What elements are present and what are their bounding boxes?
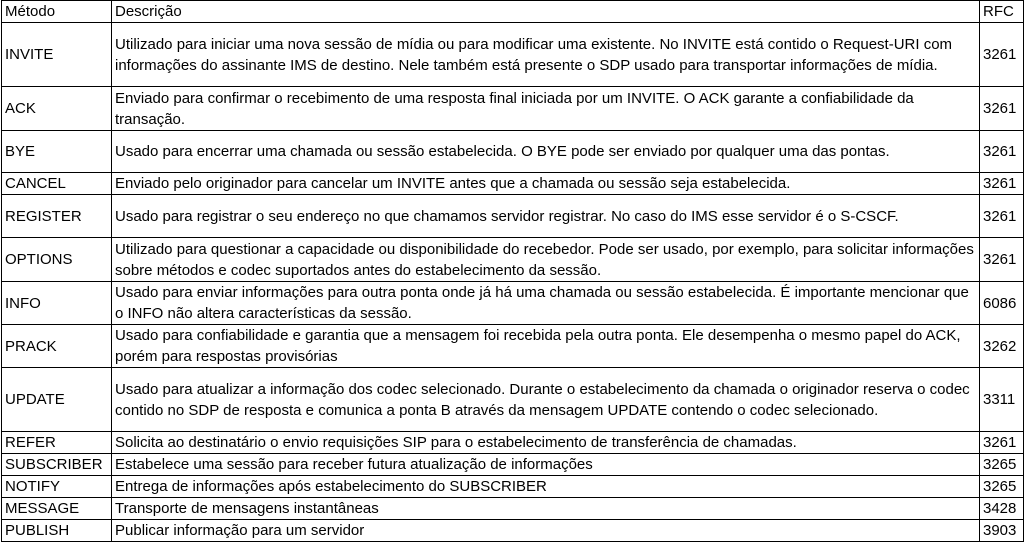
table-header-row xyxy=(2,1,1024,23)
description-cell: Usado para atualizar a informação dos codec selecionado. Durante o estabelecimento da chamada o originador reserva o codec contido no SDP de resposta e comunica a ponta B através da mensagem UPDATE contendo o codec selecionado. xyxy=(112,368,980,432)
table-row xyxy=(2,368,1024,432)
method-cell: REFER xyxy=(2,432,112,454)
method-cell: SUBSCRIBER xyxy=(2,454,112,476)
rfc-cell: 3261 xyxy=(980,173,1024,195)
description-cell: Enviado para confirmar o recebimento de uma resposta final iniciada por um INVITE. O ACK garante a confiabilidade da transação. xyxy=(112,87,980,131)
rfc-cell: 3261 xyxy=(980,432,1024,454)
method-cell: PRACK xyxy=(2,325,112,368)
table-row xyxy=(2,23,1024,87)
table-row xyxy=(2,131,1024,173)
rfc-cell: 6086 xyxy=(980,282,1024,325)
rfc-cell: 3428 xyxy=(980,498,1024,520)
header-method: Método xyxy=(2,1,112,23)
description-cell: Enviado pelo originador para cancelar um INVITE antes que a chamada ou sessão seja estabelecida. xyxy=(112,173,980,195)
rfc-cell: 3311 xyxy=(980,368,1024,432)
header-description: Descrição xyxy=(112,1,980,23)
rfc-cell: 3261 xyxy=(980,195,1024,238)
description-cell: Utilizado para iniciar uma nova sessão de mídia ou para modificar uma existente. No INVITE está contido o Request-URI com informações do assinante IMS de destino. Nele também está presente o SDP usado para transportar informações de mídia. xyxy=(112,23,980,87)
sip-methods-table xyxy=(1,0,1024,542)
table-row xyxy=(2,520,1024,542)
table-row xyxy=(2,238,1024,282)
table-row xyxy=(2,432,1024,454)
description-cell: Transporte de mensagens instantâneas xyxy=(112,498,980,520)
method-cell: UPDATE xyxy=(2,368,112,432)
header-rfc: RFC xyxy=(980,1,1024,23)
method-cell: INFO xyxy=(2,282,112,325)
description-cell: Usado para enviar informações para outra ponta onde já há uma chamada ou sessão estabelecida. É importante mencionar que o INFO não altera características da sessão. xyxy=(112,282,980,325)
description-cell: Estabelece uma sessão para receber futura atualização de informações xyxy=(112,454,980,476)
method-cell: REGISTER xyxy=(2,195,112,238)
table-row xyxy=(2,173,1024,195)
table-row xyxy=(2,325,1024,368)
rfc-cell: 3261 xyxy=(980,238,1024,282)
method-cell: OPTIONS xyxy=(2,238,112,282)
table-row xyxy=(2,195,1024,238)
rfc-cell: 3261 xyxy=(980,131,1024,173)
table-row xyxy=(2,282,1024,325)
rfc-cell: 3262 xyxy=(980,325,1024,368)
description-cell: Usado para confiabilidade e garantia que a mensagem foi recebida pela outra ponta. Ele desempenha o mesmo papel do ACK, porém para respostas provisórias xyxy=(112,325,980,368)
method-cell: PUBLISH xyxy=(2,520,112,542)
description-cell: Solicita ao destinatário o envio requisições SIP para o estabelecimento de transferência de chamadas. xyxy=(112,432,980,454)
method-cell: BYE xyxy=(2,131,112,173)
description-cell: Usado para registrar o seu endereço no que chamamos servidor registrar. No caso do IMS esse servidor é o S-CSCF. xyxy=(112,195,980,238)
rfc-cell: 3265 xyxy=(980,454,1024,476)
description-cell: Publicar informação para um servidor xyxy=(112,520,980,542)
table-row xyxy=(2,476,1024,498)
table-row xyxy=(2,498,1024,520)
rfc-cell: 3261 xyxy=(980,87,1024,131)
method-cell: CANCEL xyxy=(2,173,112,195)
description-cell: Usado para encerrar uma chamada ou sessão estabelecida. O BYE pode ser enviado por qualquer uma das pontas. xyxy=(112,131,980,173)
table-row xyxy=(2,454,1024,476)
rfc-cell: 3261 xyxy=(980,23,1024,87)
rfc-cell: 3265 xyxy=(980,476,1024,498)
method-cell: ACK xyxy=(2,87,112,131)
method-cell: MESSAGE xyxy=(2,498,112,520)
description-cell: Utilizado para questionar a capacidade ou disponibilidade do recebedor. Pode ser usado, por exemplo, para solicitar informações sobre métodos e codec suportados antes do estabelecimento da sessão. xyxy=(112,238,980,282)
method-cell: NOTIFY xyxy=(2,476,112,498)
description-cell: Entrega de informações após estabelecimento do SUBSCRIBER xyxy=(112,476,980,498)
rfc-cell: 3903 xyxy=(980,520,1024,542)
table-row xyxy=(2,87,1024,131)
method-cell: INVITE xyxy=(2,23,112,87)
